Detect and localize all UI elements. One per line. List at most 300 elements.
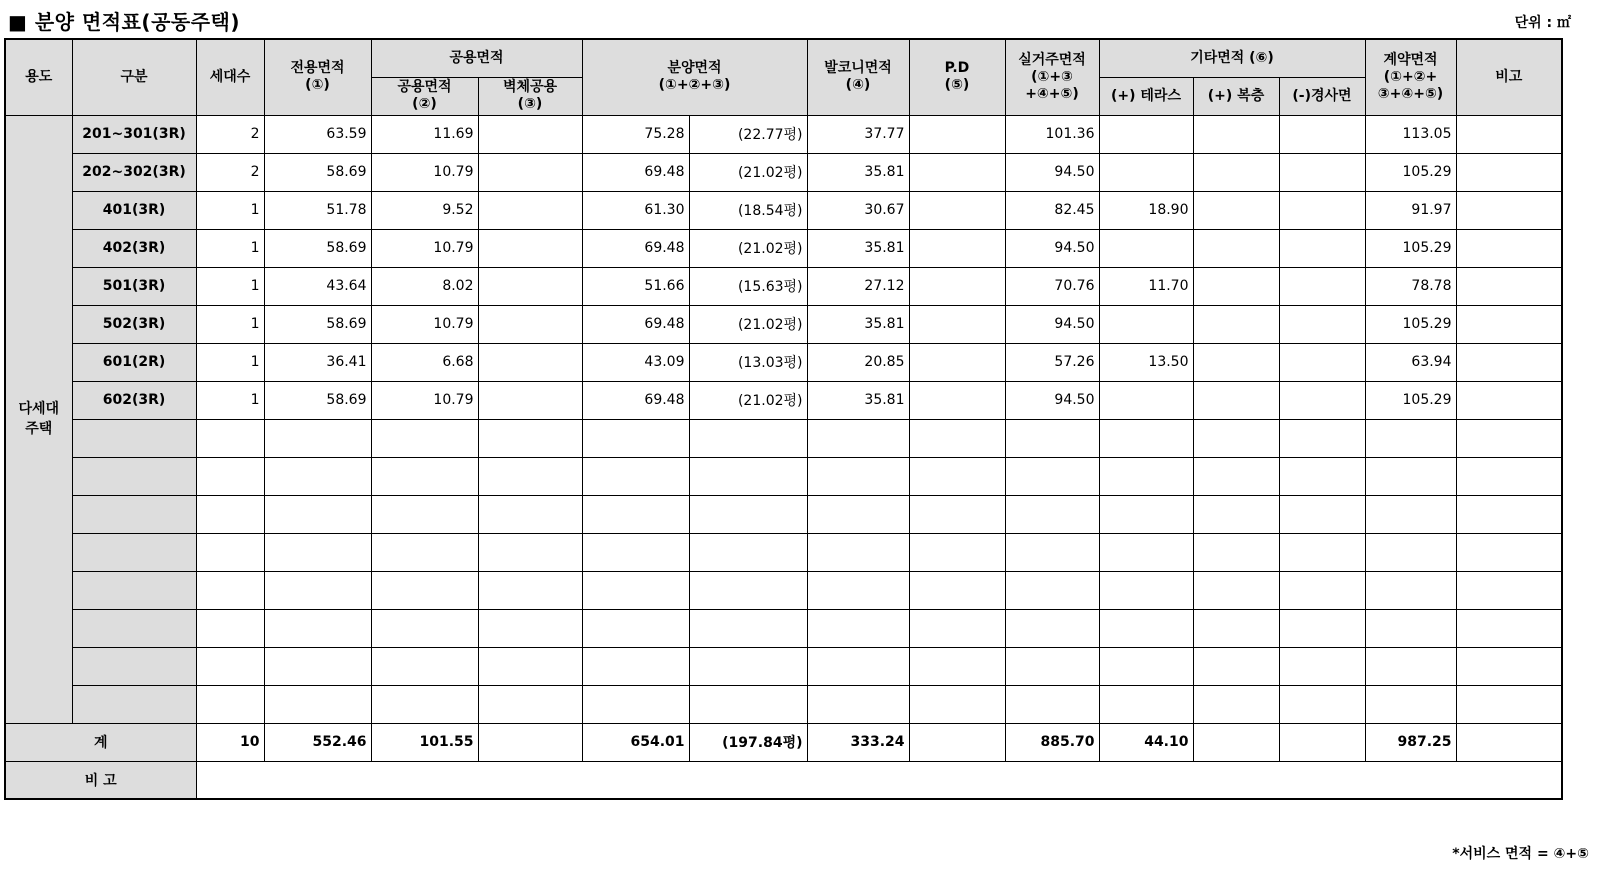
row-division: 401(3R) xyxy=(72,191,196,229)
row-slope xyxy=(1279,153,1365,191)
row-contract xyxy=(1365,533,1456,571)
row-balcony: 35.81 xyxy=(807,305,909,343)
row-terrace xyxy=(1099,647,1193,685)
row-wall xyxy=(478,609,582,647)
row-remarks xyxy=(1456,533,1562,571)
row-wall xyxy=(478,153,582,191)
row-pd xyxy=(909,191,1005,229)
row-households: 1 xyxy=(196,267,264,305)
total-wall xyxy=(478,723,582,761)
row-remarks xyxy=(1456,267,1562,305)
table-row xyxy=(5,381,1562,419)
row-division: 201~301(3R) xyxy=(72,115,196,153)
page-title: ■ 분양 면적표(공동주택) xyxy=(8,10,240,34)
row-terrace xyxy=(1099,685,1193,723)
total-label: 계 xyxy=(5,723,196,761)
row-households xyxy=(196,533,264,571)
row-contract: 113.05 xyxy=(1365,115,1456,153)
row-sale xyxy=(582,647,689,685)
header-households: 세대수 xyxy=(196,39,264,115)
row-remarks xyxy=(1456,229,1562,267)
area-table xyxy=(4,38,1563,800)
table-footer xyxy=(5,723,1562,799)
row-division xyxy=(72,571,196,609)
total-slope xyxy=(1279,723,1365,761)
row-terrace xyxy=(1099,305,1193,343)
remarks-label: 비 고 xyxy=(5,761,196,799)
row-slope xyxy=(1279,533,1365,571)
row-pyeong xyxy=(689,571,807,609)
table-row xyxy=(5,343,1562,381)
row-slope xyxy=(1279,647,1365,685)
row-terrace xyxy=(1099,457,1193,495)
row-division xyxy=(72,647,196,685)
header-actual-sub1: (①+③ xyxy=(1031,68,1073,85)
row-duplex xyxy=(1193,381,1279,419)
header-wall-common-label: 벽체공용 xyxy=(502,79,558,95)
row-duplex xyxy=(1193,229,1279,267)
table-row xyxy=(5,609,1562,647)
table-row xyxy=(5,647,1562,685)
row-balcony: 35.81 xyxy=(807,153,909,191)
row-duplex xyxy=(1193,571,1279,609)
row-balcony xyxy=(807,647,909,685)
row-exclusive xyxy=(264,571,371,609)
row-pyeong xyxy=(689,609,807,647)
row-terrace: 18.90 xyxy=(1099,191,1193,229)
row-actual: 70.76 xyxy=(1005,267,1099,305)
row-sale xyxy=(582,609,689,647)
row-wall xyxy=(478,571,582,609)
row-slope xyxy=(1279,229,1365,267)
row-wall xyxy=(478,495,582,533)
row-pyeong xyxy=(689,533,807,571)
row-actual: 82.45 xyxy=(1005,191,1099,229)
row-actual xyxy=(1005,571,1099,609)
row-actual: 94.50 xyxy=(1005,153,1099,191)
row-exclusive xyxy=(264,685,371,723)
row-balcony xyxy=(807,685,909,723)
row-duplex xyxy=(1193,419,1279,457)
row-remarks xyxy=(1456,419,1562,457)
row-pyeong xyxy=(689,419,807,457)
row-pd xyxy=(909,343,1005,381)
row-common xyxy=(371,609,478,647)
row-division xyxy=(72,419,196,457)
row-remarks xyxy=(1456,685,1562,723)
header-terrace: (+) 테라스 xyxy=(1099,77,1193,115)
row-households: 1 xyxy=(196,191,264,229)
total-pd xyxy=(909,723,1005,761)
row-sale xyxy=(582,457,689,495)
header-sale-sub: (①+②+③) xyxy=(658,77,731,94)
row-balcony xyxy=(807,457,909,495)
row-common xyxy=(371,457,478,495)
row-terrace xyxy=(1099,381,1193,419)
row-exclusive: 43.64 xyxy=(264,267,371,305)
total-households: 10 xyxy=(196,723,264,761)
row-duplex xyxy=(1193,153,1279,191)
row-terrace xyxy=(1099,153,1193,191)
header-balcony-label: 발코니면적 xyxy=(824,60,892,77)
row-remarks xyxy=(1456,343,1562,381)
row-exclusive xyxy=(264,533,371,571)
row-pyeong xyxy=(689,457,807,495)
row-actual xyxy=(1005,457,1099,495)
header-common-area-sub: (②) xyxy=(412,96,437,112)
row-actual xyxy=(1005,533,1099,571)
header-common-area xyxy=(371,77,478,115)
row-duplex xyxy=(1193,267,1279,305)
row-sale: 69.48 xyxy=(582,381,689,419)
row-pd xyxy=(909,305,1005,343)
row-pyeong: (22.77평) xyxy=(689,115,807,153)
row-remarks xyxy=(1456,381,1562,419)
table-row xyxy=(5,191,1562,229)
row-division xyxy=(72,533,196,571)
table-row xyxy=(5,419,1562,457)
row-wall xyxy=(478,419,582,457)
row-remarks xyxy=(1456,305,1562,343)
row-pd xyxy=(909,115,1005,153)
row-division: 601(2R) xyxy=(72,343,196,381)
table-row xyxy=(5,685,1562,723)
row-common xyxy=(371,685,478,723)
row-pyeong: (21.02평) xyxy=(689,153,807,191)
total-actual: 885.70 xyxy=(1005,723,1099,761)
row-sale: 43.09 xyxy=(582,343,689,381)
row-common: 6.68 xyxy=(371,343,478,381)
row-division: 602(3R) xyxy=(72,381,196,419)
row-division: 402(3R) xyxy=(72,229,196,267)
row-balcony: 30.67 xyxy=(807,191,909,229)
header-duplex: (+) 복층 xyxy=(1193,77,1279,115)
row-remarks xyxy=(1456,571,1562,609)
row-pd xyxy=(909,229,1005,267)
row-wall xyxy=(478,381,582,419)
header-pd xyxy=(909,39,1005,115)
total-pyeong: (197.84평) xyxy=(689,723,807,761)
row-terrace: 11.70 xyxy=(1099,267,1193,305)
row-contract xyxy=(1365,457,1456,495)
row-duplex xyxy=(1193,191,1279,229)
table-row xyxy=(5,533,1562,571)
table-row xyxy=(5,495,1562,533)
row-exclusive: 58.69 xyxy=(264,153,371,191)
total-row xyxy=(5,723,1562,761)
row-common xyxy=(371,571,478,609)
header-exclusive xyxy=(264,39,371,115)
header-contract-label: 계약면적 xyxy=(1383,51,1438,68)
header-contract-sub1: (①+②+ xyxy=(1383,68,1438,85)
row-balcony: 37.77 xyxy=(807,115,909,153)
header-common-group: 공용면적 xyxy=(371,39,582,77)
table-row xyxy=(5,305,1562,343)
row-duplex xyxy=(1193,115,1279,153)
row-exclusive xyxy=(264,647,371,685)
row-pd xyxy=(909,533,1005,571)
row-pd xyxy=(909,495,1005,533)
row-pyeong: (13.03평) xyxy=(689,343,807,381)
row-balcony: 35.81 xyxy=(807,229,909,267)
row-exclusive xyxy=(264,419,371,457)
row-common: 9.52 xyxy=(371,191,478,229)
header-actual xyxy=(1005,39,1099,115)
header-contract-sub2: ③+④+⑤) xyxy=(1377,85,1444,102)
header-sale-label: 분양면적 xyxy=(667,60,722,77)
row-contract: 105.29 xyxy=(1365,381,1456,419)
row-households xyxy=(196,495,264,533)
row-balcony xyxy=(807,419,909,457)
row-remarks xyxy=(1456,115,1562,153)
row-division: 501(3R) xyxy=(72,267,196,305)
row-actual xyxy=(1005,495,1099,533)
row-pyeong: (21.02평) xyxy=(689,381,807,419)
row-actual: 94.50 xyxy=(1005,229,1099,267)
row-sale: 51.66 xyxy=(582,267,689,305)
row-balcony xyxy=(807,495,909,533)
table-body xyxy=(5,115,1562,723)
row-remarks xyxy=(1456,457,1562,495)
row-pyeong: (15.63평) xyxy=(689,267,807,305)
row-common xyxy=(371,647,478,685)
row-sale: 61.30 xyxy=(582,191,689,229)
row-slope xyxy=(1279,343,1365,381)
row-remarks xyxy=(1456,495,1562,533)
total-contract: 987.25 xyxy=(1365,723,1456,761)
row-actual: 57.26 xyxy=(1005,343,1099,381)
row-slope xyxy=(1279,419,1365,457)
row-actual xyxy=(1005,419,1099,457)
row-wall xyxy=(478,343,582,381)
row-division xyxy=(72,609,196,647)
usage-label-line: 다세대 xyxy=(18,401,60,417)
row-pd xyxy=(909,457,1005,495)
row-terrace: 13.50 xyxy=(1099,343,1193,381)
row-exclusive: 58.69 xyxy=(264,305,371,343)
remarks-value xyxy=(196,761,1562,799)
table-row xyxy=(5,571,1562,609)
row-wall xyxy=(478,191,582,229)
row-balcony: 35.81 xyxy=(807,381,909,419)
row-pyeong xyxy=(689,495,807,533)
row-wall xyxy=(478,229,582,267)
row-exclusive xyxy=(264,609,371,647)
row-sale xyxy=(582,533,689,571)
row-common: 8.02 xyxy=(371,267,478,305)
row-pd xyxy=(909,647,1005,685)
row-division: 502(3R) xyxy=(72,305,196,343)
row-exclusive xyxy=(264,495,371,533)
row-terrace xyxy=(1099,571,1193,609)
row-duplex xyxy=(1193,609,1279,647)
row-remarks xyxy=(1456,647,1562,685)
header-remarks: 비고 xyxy=(1456,39,1562,115)
row-wall xyxy=(478,115,582,153)
row-sale xyxy=(582,571,689,609)
row-contract xyxy=(1365,495,1456,533)
row-exclusive: 58.69 xyxy=(264,381,371,419)
row-households xyxy=(196,571,264,609)
row-households: 1 xyxy=(196,343,264,381)
total-balcony: 333.24 xyxy=(807,723,909,761)
row-remarks xyxy=(1456,609,1562,647)
row-actual: 101.36 xyxy=(1005,115,1099,153)
row-common: 10.79 xyxy=(371,381,478,419)
row-terrace xyxy=(1099,115,1193,153)
row-duplex xyxy=(1193,495,1279,533)
remarks-row xyxy=(5,761,1562,799)
row-common: 10.79 xyxy=(371,153,478,191)
row-wall xyxy=(478,533,582,571)
total-exclusive: 552.46 xyxy=(264,723,371,761)
row-balcony xyxy=(807,609,909,647)
row-households xyxy=(196,457,264,495)
header-balcony xyxy=(807,39,909,115)
header-actual-label: 실거주면적 xyxy=(1018,51,1086,68)
row-households: 1 xyxy=(196,229,264,267)
row-duplex xyxy=(1193,533,1279,571)
table-row xyxy=(5,153,1562,191)
row-contract xyxy=(1365,647,1456,685)
row-pd xyxy=(909,267,1005,305)
row-balcony: 20.85 xyxy=(807,343,909,381)
row-slope xyxy=(1279,685,1365,723)
row-duplex xyxy=(1193,305,1279,343)
total-duplex xyxy=(1193,723,1279,761)
row-actual: 94.50 xyxy=(1005,381,1099,419)
row-remarks xyxy=(1456,153,1562,191)
row-terrace xyxy=(1099,229,1193,267)
row-pd xyxy=(909,571,1005,609)
header-division: 구분 xyxy=(72,39,196,115)
row-exclusive: 51.78 xyxy=(264,191,371,229)
row-slope xyxy=(1279,115,1365,153)
row-exclusive: 58.69 xyxy=(264,229,371,267)
row-wall xyxy=(478,267,582,305)
row-wall xyxy=(478,685,582,723)
row-actual: 94.50 xyxy=(1005,305,1099,343)
table-row xyxy=(5,229,1562,267)
row-common xyxy=(371,419,478,457)
row-balcony xyxy=(807,533,909,571)
row-sale: 69.48 xyxy=(582,229,689,267)
row-sale: 69.48 xyxy=(582,153,689,191)
row-pyeong xyxy=(689,647,807,685)
row-households: 1 xyxy=(196,381,264,419)
table-header xyxy=(5,39,1562,115)
header-contract xyxy=(1365,39,1456,115)
row-contract: 78.78 xyxy=(1365,267,1456,305)
row-exclusive: 63.59 xyxy=(264,115,371,153)
row-pd xyxy=(909,609,1005,647)
row-sale xyxy=(582,495,689,533)
row-terrace xyxy=(1099,419,1193,457)
header-balcony-sub: (④) xyxy=(845,77,871,94)
row-slope xyxy=(1279,457,1365,495)
row-sale: 69.48 xyxy=(582,305,689,343)
row-sale xyxy=(582,419,689,457)
usage-cell xyxy=(5,115,72,723)
row-households: 2 xyxy=(196,115,264,153)
total-remarks xyxy=(1456,723,1562,761)
usage-label-line: 주택 xyxy=(25,421,53,437)
row-slope xyxy=(1279,571,1365,609)
row-duplex xyxy=(1193,457,1279,495)
row-slope xyxy=(1279,191,1365,229)
header-usage: 용도 xyxy=(5,39,72,115)
row-slope xyxy=(1279,305,1365,343)
row-common xyxy=(371,495,478,533)
row-duplex xyxy=(1193,647,1279,685)
row-contract xyxy=(1365,571,1456,609)
row-households: 2 xyxy=(196,153,264,191)
row-contract: 105.29 xyxy=(1365,305,1456,343)
header-exclusive-sub: (①) xyxy=(305,77,330,94)
header-slope: (-)경사면 xyxy=(1279,77,1365,115)
row-slope xyxy=(1279,381,1365,419)
row-wall xyxy=(478,647,582,685)
row-contract: 105.29 xyxy=(1365,229,1456,267)
total-common: 101.55 xyxy=(371,723,478,761)
row-households: 1 xyxy=(196,305,264,343)
row-common: 10.79 xyxy=(371,229,478,267)
row-balcony: 27.12 xyxy=(807,267,909,305)
row-contract: 63.94 xyxy=(1365,343,1456,381)
row-sale: 75.28 xyxy=(582,115,689,153)
header-actual-sub2: +④+⑤) xyxy=(1025,85,1079,102)
row-pd xyxy=(909,153,1005,191)
row-households xyxy=(196,685,264,723)
table-row xyxy=(5,267,1562,305)
header-wall-common-sub: (③) xyxy=(517,96,543,112)
row-pyeong: (21.02평) xyxy=(689,305,807,343)
service-area-footnote: *서비스 면적 = ④+⑤ xyxy=(1452,846,1589,862)
row-contract xyxy=(1365,419,1456,457)
row-division xyxy=(72,457,196,495)
row-pd xyxy=(909,685,1005,723)
row-pyeong: (21.02평) xyxy=(689,229,807,267)
row-common: 11.69 xyxy=(371,115,478,153)
row-contract xyxy=(1365,609,1456,647)
row-households xyxy=(196,647,264,685)
header-other-group: 기타면적 (⑥) xyxy=(1099,39,1365,77)
row-actual xyxy=(1005,685,1099,723)
row-actual xyxy=(1005,609,1099,647)
row-exclusive: 36.41 xyxy=(264,343,371,381)
row-pyeong: (18.54평) xyxy=(689,191,807,229)
row-slope xyxy=(1279,495,1365,533)
row-division xyxy=(72,495,196,533)
unit-label: 단위 : ㎡ xyxy=(1514,15,1571,31)
row-slope xyxy=(1279,609,1365,647)
total-sale: 654.01 xyxy=(582,723,689,761)
row-division xyxy=(72,685,196,723)
header-exclusive-label: 전용면적 xyxy=(290,60,345,77)
row-wall xyxy=(478,305,582,343)
row-pyeong xyxy=(689,685,807,723)
row-terrace xyxy=(1099,609,1193,647)
row-households xyxy=(196,609,264,647)
row-terrace xyxy=(1099,495,1193,533)
header-sale xyxy=(582,39,807,115)
row-contract: 105.29 xyxy=(1365,153,1456,191)
header-pd-sub: (⑤) xyxy=(944,77,970,94)
row-exclusive xyxy=(264,457,371,495)
row-sale xyxy=(582,685,689,723)
row-slope xyxy=(1279,267,1365,305)
row-terrace xyxy=(1099,533,1193,571)
